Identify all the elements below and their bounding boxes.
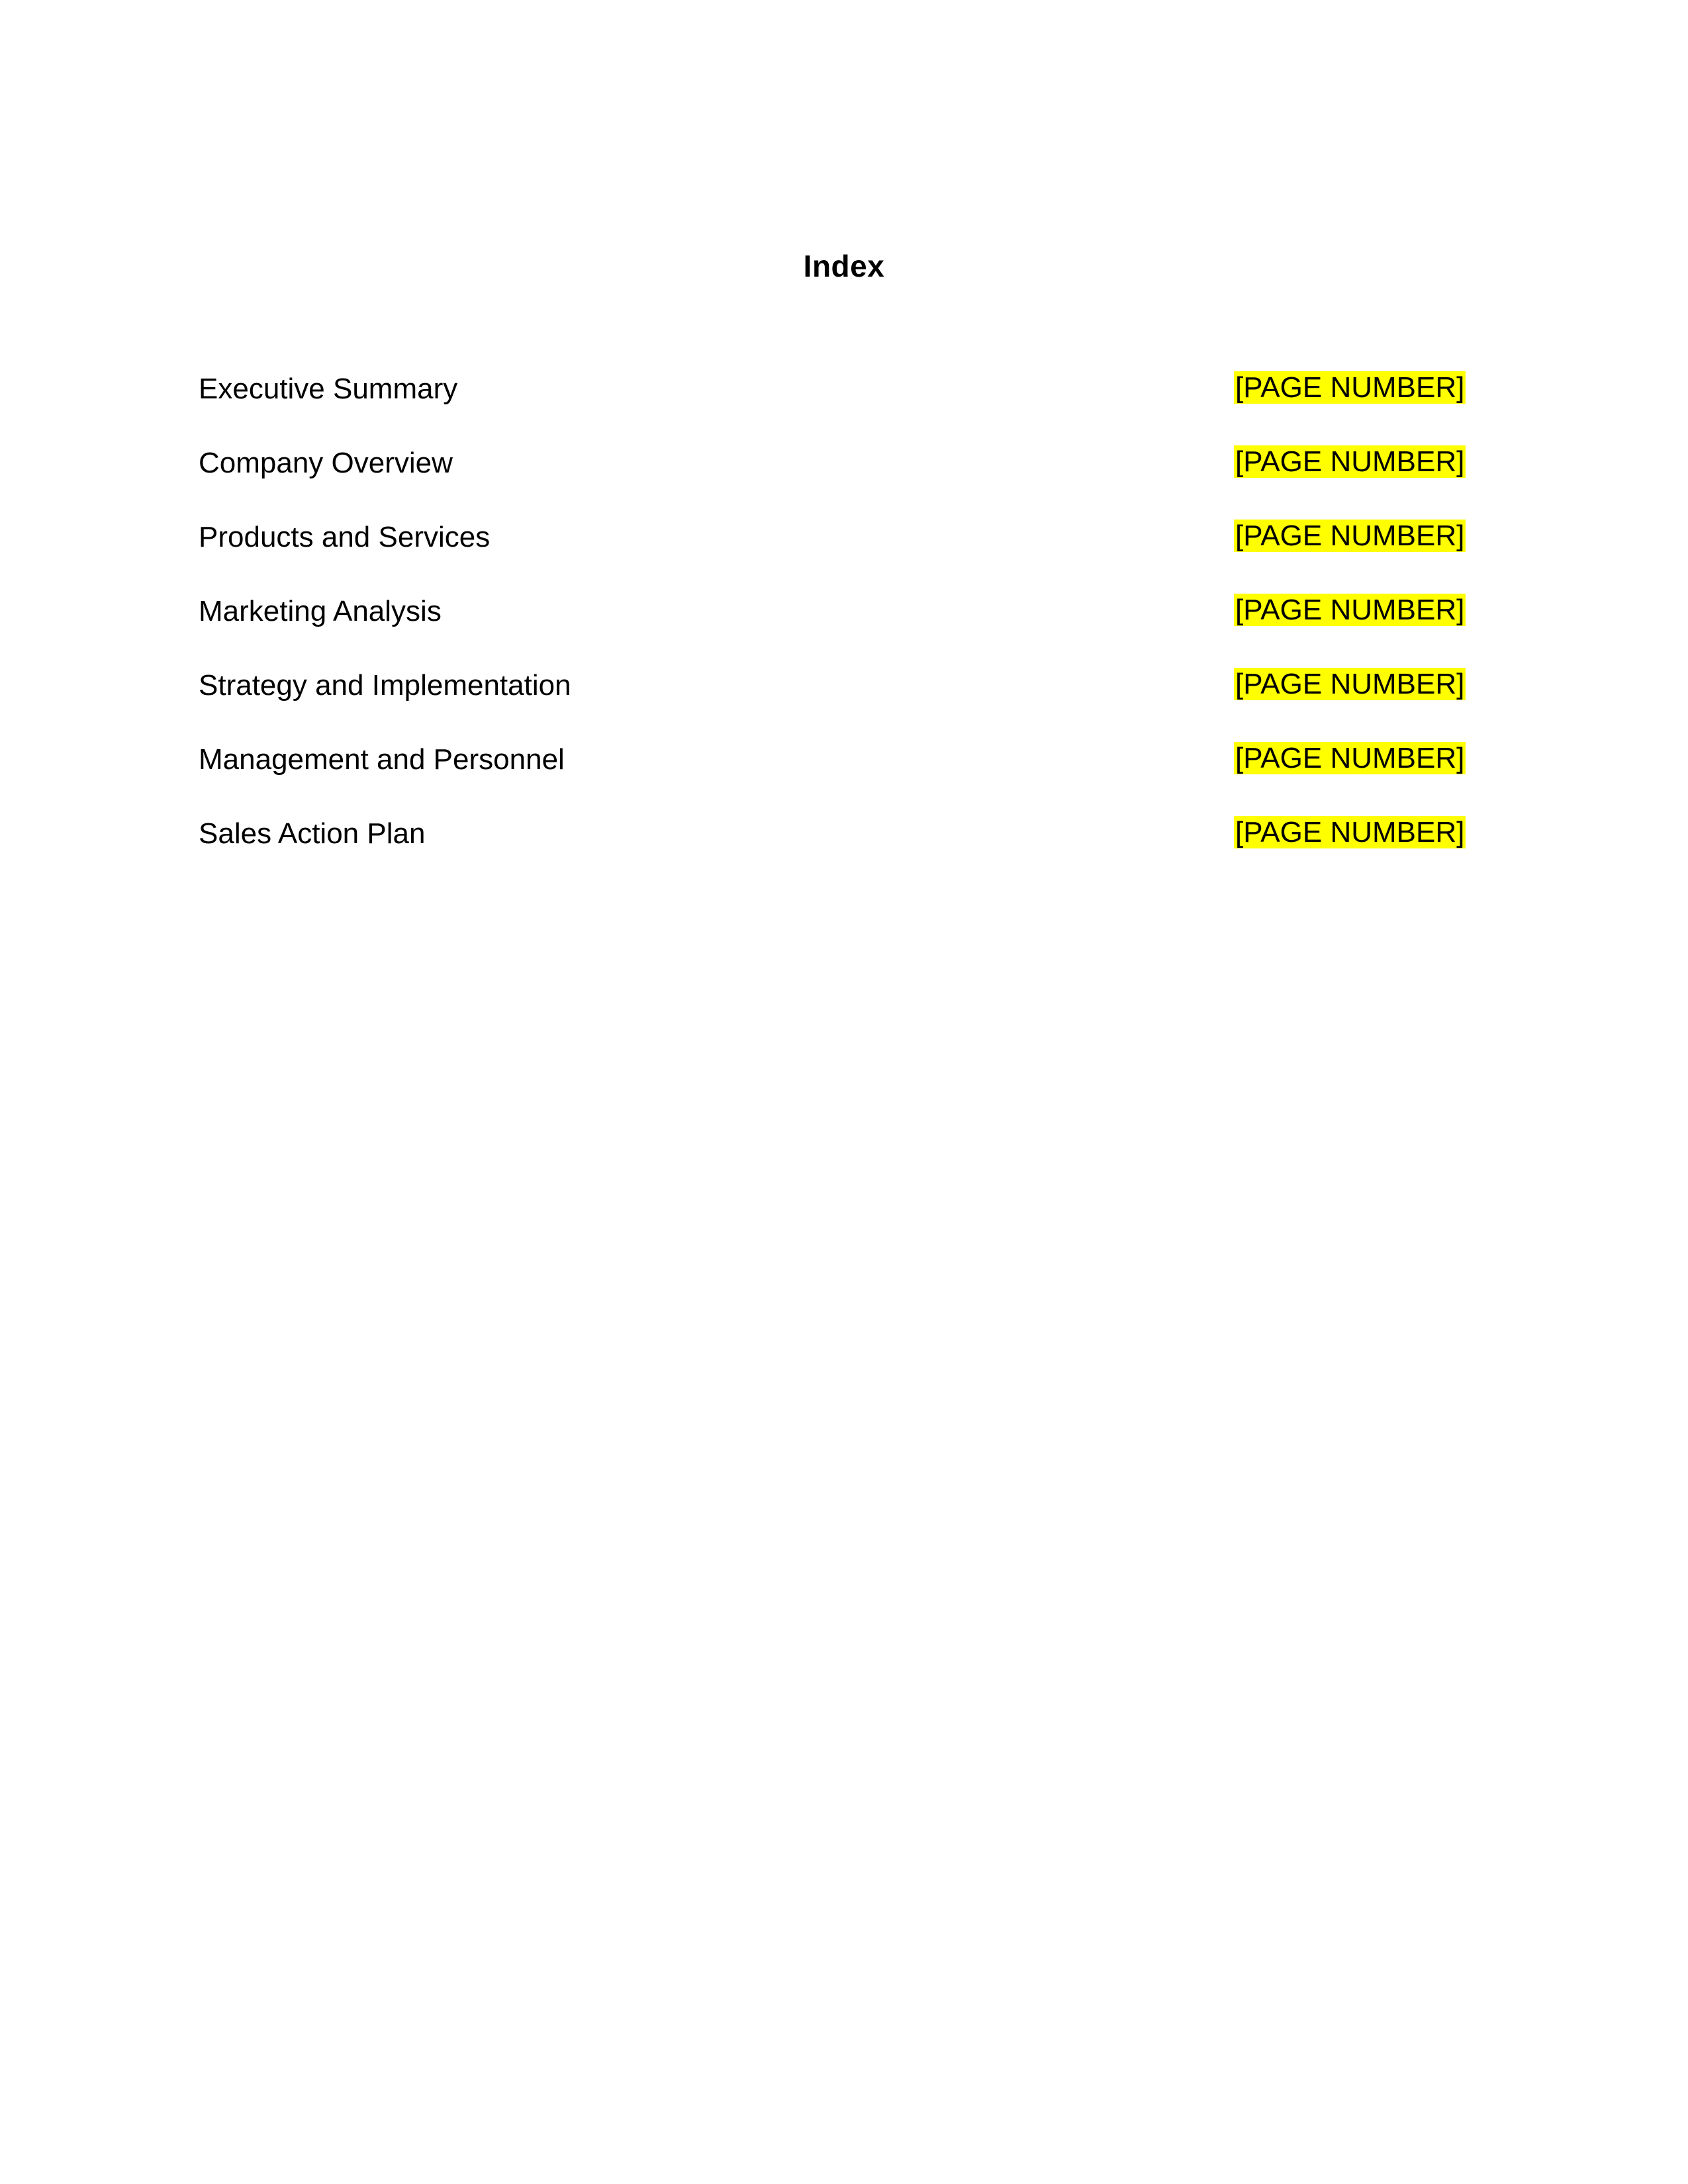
page-number-placeholder: [PAGE NUMBER] [1235,594,1465,626]
index-entry-marketing-analysis [199,592,1465,666]
index-entry-page-number [1234,368,1465,408]
index-entry-strategy-and-implementation [199,666,1465,740]
page-number-placeholder: [PAGE NUMBER] [1235,520,1465,552]
index-title: Index [803,249,885,283]
page-number-placeholder: [PAGE NUMBER] [1235,742,1465,774]
index-entry-page-number [1234,664,1465,704]
index-entry-label: Strategy and Implementation [199,669,571,702]
index-entry-page-number [1234,516,1465,556]
index-list [199,369,1465,888]
index-entry-label: Management and Personnel [199,743,565,776]
index-entry-page-number [1234,813,1465,852]
page-number-placeholder: [PAGE NUMBER] [1235,371,1465,404]
index-entry-management-and-personnel [199,740,1465,814]
index-entry-company-overview [199,443,1465,518]
index-entry-label: Products and Services [199,521,491,553]
index-entry-sales-action-plan [199,814,1465,888]
index-entry-products-and-services [199,518,1465,592]
index-entry-label: Sales Action Plan [199,817,426,850]
index-entry-label: Marketing Analysis [199,595,442,627]
index-entry-page-number [1234,442,1465,482]
index-entry-label: Company Overview [199,447,453,479]
index-entry-page-number [1234,739,1465,778]
page-number-placeholder: [PAGE NUMBER] [1235,816,1465,848]
page-number-placeholder: [PAGE NUMBER] [1235,668,1465,700]
index-entry-label: Executive Summary [199,373,458,405]
page-number-placeholder: [PAGE NUMBER] [1235,445,1465,478]
index-entry-page-number [1234,590,1465,630]
index-entry-executive-summary [199,369,1465,443]
